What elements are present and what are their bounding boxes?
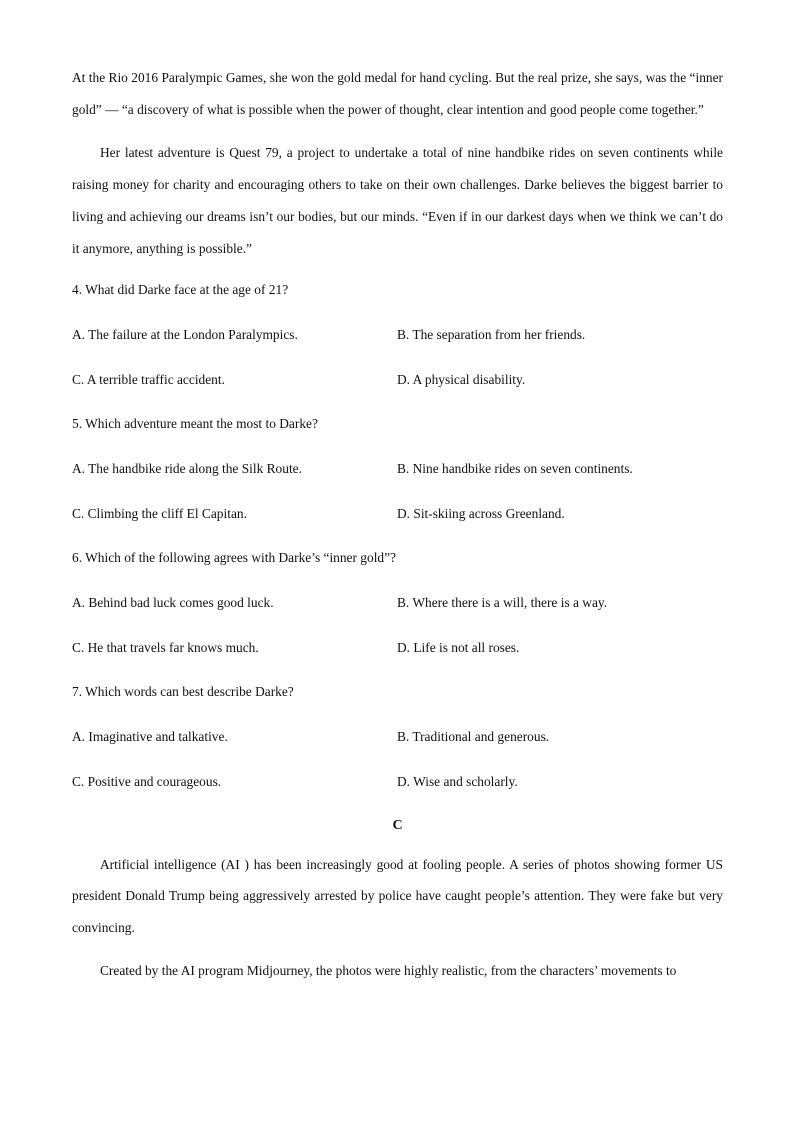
options-row-ab (72, 324, 723, 346)
option-d[interactable]: D. Sit-skiing across Greenland. (397, 505, 565, 521)
question-4 (72, 279, 723, 391)
option-d[interactable]: D. Wise and scholarly. (397, 773, 518, 789)
option-c[interactable]: C. Positive and courageous. (72, 773, 222, 789)
options-row-ab (72, 458, 723, 480)
option-c[interactable]: C. A terrible traffic accident. (72, 371, 225, 387)
option-c[interactable]: C. He that travels far knows much. (72, 639, 259, 655)
options-row-cd (72, 771, 723, 793)
option-c[interactable]: C. Climbing the cliff El Capitan. (72, 505, 247, 521)
option-a[interactable]: A. The handbike ride along the Silk Route. (72, 461, 302, 477)
option-b[interactable]: B. Nine handbike rides on seven continents. (397, 461, 633, 477)
passage-b-paragraph-1: At the Rio 2016 Paralympic Games, she won the gold medal for hand cycling. But the real prize, she says, was the “inner gold” — “a discovery of what is possible when the power of thought, clear intention and good people come together.” (72, 70, 723, 117)
document-page (72, 62, 723, 987)
question-7 (72, 681, 723, 793)
options-row-cd (72, 369, 723, 391)
options-row-ab (72, 726, 723, 748)
option-b[interactable]: B. Where there is a will, there is a way. (397, 595, 608, 611)
option-a[interactable]: A. Behind bad luck comes good luck. (72, 595, 274, 611)
question-stem: 5. Which adventure meant the most to Darke? (72, 416, 318, 432)
question-stem: 6. Which of the following agrees with Darke’s “inner gold”? (72, 550, 397, 566)
question-5 (72, 413, 723, 525)
options-row-ab (72, 592, 723, 614)
option-a[interactable]: A. The failure at the London Paralympics. (72, 327, 298, 343)
option-b[interactable]: B. The separation from her friends. (397, 327, 586, 343)
option-d[interactable]: D. Life is not all roses. (397, 639, 520, 655)
options-row-cd (72, 503, 723, 525)
section-c-title: C (392, 817, 403, 833)
option-a[interactable]: A. Imaginative and talkative. (72, 729, 228, 745)
question-stem: 4. What did Darke face at the age of 21? (72, 282, 289, 298)
option-b[interactable]: B. Traditional and generous. (397, 729, 550, 745)
passage-c-paragraph-1: Artificial intelligence (AI ) has been increasingly good at fooling people. A series of photos showing former US president Donald Trump being aggressively arrested by police have caught people’s attention. They were fake but very convincing. (72, 856, 723, 936)
options-row-cd (72, 637, 723, 659)
passage-b-paragraph-2: Her latest adventure is Quest 79, a project to undertake a total of nine handbike rides on seven continents while raising money for charity and encouraging others to take on their own challenges. Darke believes the biggest barrier to living and achieving our dreams isn’t our bodies, but our minds. “Even if in our darkest days when we think we can’t do it anymore, anything is possible.” (72, 145, 723, 256)
question-stem: 7. Which words can best describe Darke? (72, 684, 294, 700)
question-6 (72, 547, 723, 659)
passage-c-paragraph-2: Created by the AI program Midjourney, the photos were highly realistic, from the characters’ movements to (100, 962, 677, 978)
option-d[interactable]: D. A physical disability. (397, 371, 526, 387)
